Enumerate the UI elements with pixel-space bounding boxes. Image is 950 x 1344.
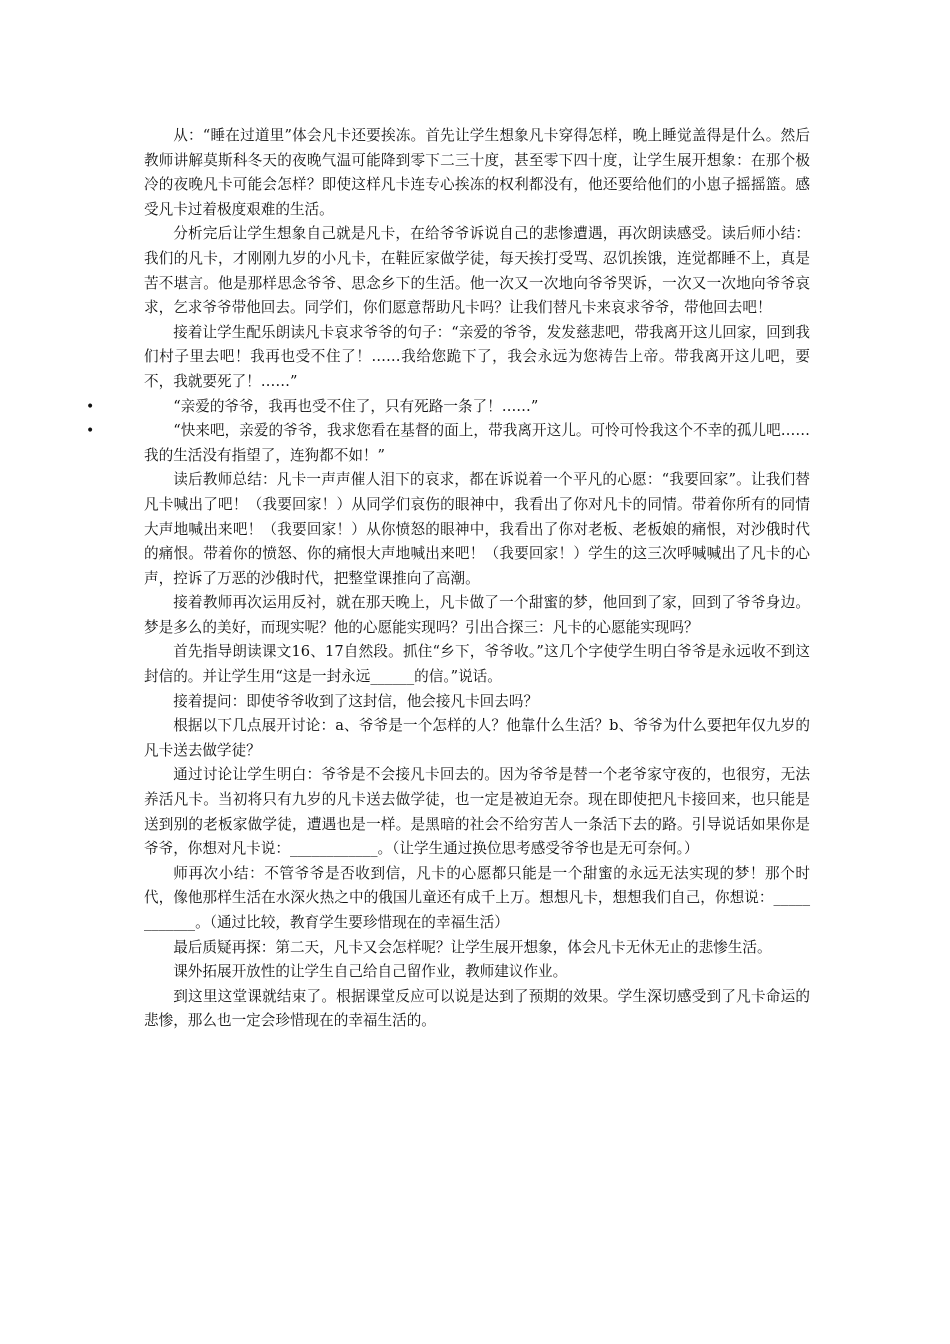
- paragraph: 到这里这堂课就结束了。根据课堂反应可以说是达到了预期的效果。学生深切感受到了凡卡命运的悲惨，那么也一定会珍惜现在的幸福生活的。: [144, 987, 810, 1030]
- paragraph: 最后质疑再探：第二天，凡卡又会怎样呢？让学生展开想象，体会凡卡无休无止的悲惨生活。: [173, 938, 772, 956]
- paragraph: 接着让学生配乐朗读凡卡哀求爷爷的句子：“亲爱的爷爷，发发慈悲吧，带我离开这儿回家，回到我们村子里去吧！我再也受不住了！……我给您跪下了，我会永远为您祷告上帝。带我离开这儿吧，要不，我就要死了！……”: [144, 323, 810, 390]
- bullet-marker: •: [86, 423, 95, 440]
- bullet-text: “亲爱的爷爷，我再也受不住了，只有死路一条了！……”: [173, 397, 539, 415]
- bullet-text: “快来吧，亲爱的爷爷，我求您看在基督的面上，带我离开这儿。可怜可怜我这个不幸的孤儿吧……我的生活没有指望了，连狗都不如！”: [144, 422, 810, 464]
- paragraph: 师再次小结：不管爷爷是否收到信，凡卡的心愿都只能是一个甜蜜的永远无法实现的梦！那个时代，像他那样生活在水深火热之中的俄国儿童还有成千上万。想想凡卡，想想我们自己，你想说：____________。（通过比较，教育学生要珍惜现在的幸福生活）: [144, 864, 810, 931]
- paragraph: 根据以下几点展开讨论：a、爷爷是一个怎样的人？他靠什么生活？b、爷爷为什么要把年仅九岁的凡卡送去做学徒？: [144, 717, 810, 759]
- bullet-marker: •: [86, 398, 95, 415]
- paragraph: 分析完后让学生想象自己就是凡卡，在给爷爷诉说自己的悲惨遭遇，再次朗读感受。读后师小结：我们的凡卡，才刚刚九岁的小凡卡，在鞋匠家做学徒，每天挨打受骂、忍饥挨饿，连觉都睡不上，真是苦不堪言。他是那样思念爷爷、思念乡下的生活。他一次又一次地向爷爷哭诉，一次又一次地向爷爷哀求，乞求爷爷带他回去。同学们，你们愿意帮助凡卡吗？让我们替凡卡来哀求爷爷，带他回去吧！: [144, 225, 810, 317]
- document-body: [86, 124, 810, 1034]
- paragraph: 接着提问：即使爷爷收到了这封信，他会接凡卡回去吗？: [173, 692, 539, 710]
- bullet-quote: [86, 395, 810, 420]
- paragraph: 从：“睡在过道里”体会凡卡还要挨冻。首先让学生想象凡卡穿得怎样，晚上睡觉盖得是什么。然后教师讲解莫斯科冬天的夜晚气温可能降到零下二三十度，甚至零下四十度，让学生展开想象：在那个极冷的夜晚凡卡可能会怎样？即使这样凡卡连专心挨冻的权利都没有，他还要给他们的小崽子摇摇篮。感受凡卡过着极度艰难的生活。: [144, 127, 810, 218]
- bullet-quote: [86, 419, 810, 468]
- paragraph: 通过讨论让学生明白：爷爷是不会接凡卡回去的。因为爷爷是替一个老爷家守夜的，也很穷，无法养活凡卡。当初将只有九岁的凡卡送去做学徒，也一定是被迫无奈。现在即使把凡卡接回来，也只能是送到别的老板家做学徒，遭遇也是一样。是黑暗的社会不给穷苦人一条活下去的路。引导说话如果你是爷爷，你想对凡卡说：____________。（让学生通过换位思考感受爷爷也是无可奈何。）: [144, 766, 810, 858]
- paragraph: 接着教师再次运用反衬，就在那天晚上，凡卡做了一个甜蜜的梦，他回到了家，回到了爷爷身边。梦是多么的美好，而现实呢？他的心愿能实现吗？引出合探三：凡卡的心愿能实现吗？: [144, 594, 810, 636]
- paragraph: 课外拓展开放性的让学生自己给自己留作业，教师建议作业。: [173, 963, 568, 981]
- paragraph: 读后教师总结：凡卡一声声催人泪下的哀求，都在诉说着一个平凡的心愿：“我要回家”。让我们替凡卡喊出了吧！（我要回家！）从同学们哀伤的眼神中，我看出了你对凡卡的同情。带着你所有的同情大声地喊出来吧！（我要回家！）从你愤怒的眼神中，我看出了你对老板、老板娘的痛恨，对沙俄时代的痛恨。带着你的愤怒、你的痛恨大声地喊出来吧！（我要回家！）学生的这三次呼喊喊出了凡卡的心声，控诉了万恶的沙俄时代，把整堂课推向了高潮。: [144, 471, 810, 587]
- paragraph: 首先指导朗读课文16、17自然段。抓住“乡下，爷爷收。”这几个字使学生明白爷爷是永远收不到这封信的。并让学生用“这是一封永远______的信。”说话。: [144, 643, 810, 686]
